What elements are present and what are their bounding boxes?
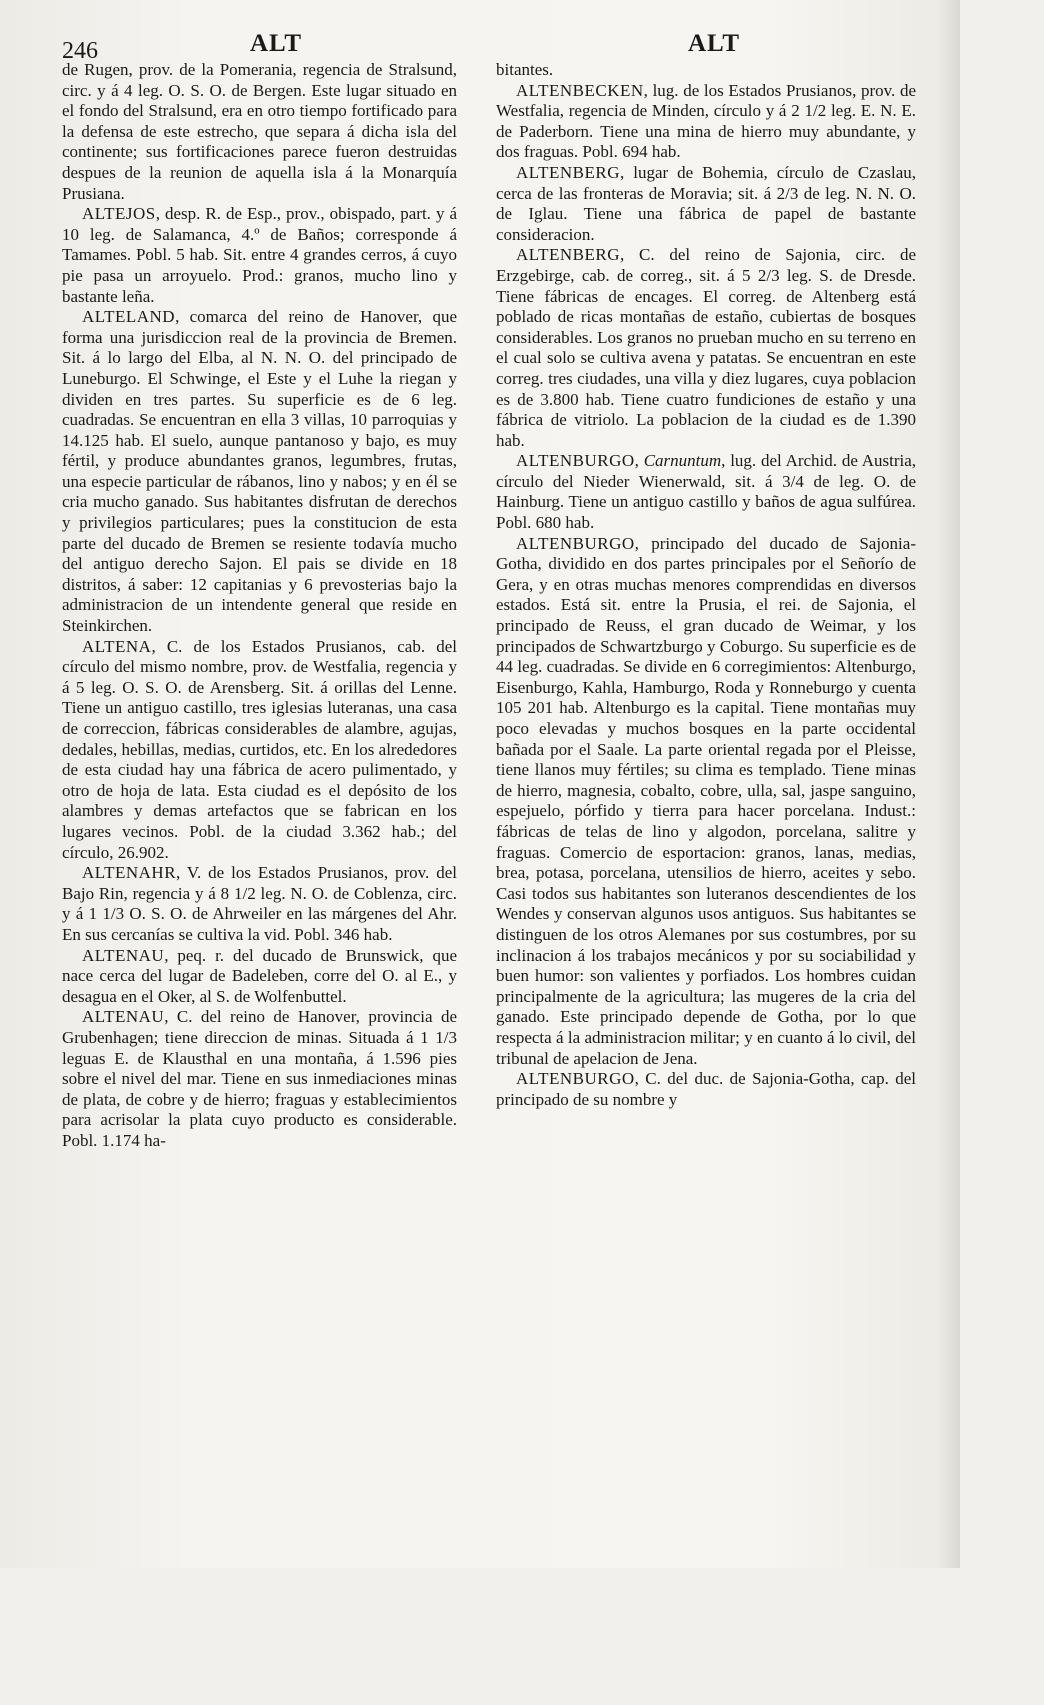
entry-text: , principado del ducado de Sajonia-Gotha, dividido en dos partes principales por el Señorío de Gera, y en otras muchas menores comprendidas en diversos estados. Está sit. entre la Prusia, el rei. de Sajonia, el principado de Reuss, el gran ducado de Weimar, y los principados de Schwartzburgo y Coburgo. Su superficie es de 44 leg. cuadradas. Se divide en 6 corregimientos: Altenburgo, Eisenburgo, Kahla, Hamburgo, Roda y Ronneburgo y cuenta 105 201 hab. Altenburgo es la capital. Tiene montañas muy poco elevadas y muchos bosques en la parte occidental bañada por el Saale. La parte oriental regada por el Pleisse, tiene llanos muy fértiles; su clima es templado. Tiene minas de hierro, magnesia, cobalto, cobre, ulla, sal, jaspe sanguino, espejuelo, pórfido y tierra para hacer porcelana. Indust.: fábricas de telas de lino y algodon, porcelana, salitre y fraguas. Comercio de esportacion: granos, lanas, medias, brea, potasa, porcelana, utensilios de hierro, aceites y sebo. Casi todos sus habitantes son luteranos descendientes de los Wendes y conservan algunos usos antiguos. Sus habitantes se distinguen de los otros Alemanes por sus costumbres, por su inclinacion á los trabajos mecánicos y por su sociabilidad y buen humor: son valientes y porfiados. Los hombres cuidan principalmente de la agricultura; las mugeres de la cria del ganado. Este principado depende de Gotha, por lo que respecta á la administracion militar; y en cuanto á lo civil, del tribunal de apelacion de Jena.: [496, 533, 916, 1068]
entry-headword: ALTENBURGO: [516, 1069, 635, 1089]
entry-headword: ALTENBERG: [516, 245, 620, 265]
dictionary-entry: [62, 946, 457, 1008]
dictionary-entry: [496, 451, 916, 533]
entry-text: , peq. r. del ducado de Brunswick, que nace cerca del lugar de Badeleben, corre del O. al E., y desagua en el Oker, al S. de Wolfenbuttel.: [62, 945, 457, 1006]
dictionary-entry: [62, 1007, 457, 1151]
entry-text: , desp. R. de Esp., prov., obispado, part. y á 10 leg. de Salamanca, 4.º de Baños; corresponde á Tamames. Pobl. 5 hab. Sit. entre 4 grandes cerros, á cuyo pie pasa un arroyuelo. Prod.: granos, mucho lino y bastante leña.: [62, 204, 457, 306]
entry-headword: ALTENBURGO: [516, 533, 635, 553]
entry-headword: ALTEJOS: [82, 204, 156, 224]
entry-text: , V. de los Estados Prusianos, prov. del Bajo Rin, regencia y á 8 1/2 leg. N. O. de Coblenza, circ. y á 1 1/3 O. S. O. de Ahrweiler en las márgenes del Ahr. En sus cercanías se cultiva la vid. Pobl. 346 hab.: [62, 863, 457, 944]
dictionary-entry: [496, 245, 916, 451]
entry-headword: ALTENA: [82, 636, 152, 656]
entry-headword: ALTENAHR: [82, 863, 177, 883]
entry-text: , C. del duc. de Sajonia-Gotha, cap. del principado de su nombre y: [496, 1069, 916, 1109]
entry-headword: ALTENAU: [82, 945, 165, 965]
entry-text: , C. del reino de Sajonia, circ. de Erzgebirge, cab. de correg., sit. á 5 2/3 leg. S. de Dresde. Tiene fábricas de encages. El correg. de Altenberg está poblado de ricas montañas de estaño, cubiertas de bosques considerables. Los granos no prueban mucho en su terreno en el cual solo se cultiva avena y patatas. Se encuentran en este correg. tres ciudades, una villa y diez lugares, cuya poblacion es de 3.800 hab. Tiene cuatro fundiciones de estaño y una fábrica de vitriolo. La poblacion de la ciudad es de 1.390 hab.: [496, 245, 916, 450]
page-edge-shadow: [938, 0, 960, 1568]
entry-headword: ALTELAND: [82, 307, 176, 327]
entry-text: , lugar de Bohemia, círculo de Czaslau, cerca de las fronteras de Moravia; sit. á 2/3 de leg. N. N. O. de Iglau. Tiene una fábrica de papel de bastante consideracion.: [496, 162, 916, 244]
dictionary-entry: [496, 81, 916, 163]
entry-headword: ALTENAU: [82, 1007, 165, 1027]
dictionary-entry: [496, 534, 916, 1069]
running-head-right: ALT: [688, 30, 741, 57]
dictionary-entry: [62, 60, 457, 204]
dictionary-entry: [496, 60, 916, 81]
entry-text: , lug. del Archid. de Austria, círculo del Nieder Wienerwald, sit. á 3/4 de leg. O. de Hainburg. Tiene un antiguo castillo y baños de agua sulfúrea. Pobl. 680 hab.: [496, 451, 916, 533]
entry-text: , comarca del reino de Hanover, que forma una jurisdiccion real de la provincia de Bremen. Sit. á lo largo del Elba, al N. N. O. del principado de Luneburgo. El Schwinge, el Este y el Luhe la riegan y dividen en tres partes. Su superficie es de 6 leg. cuadradas. Se encuentran en ella 3 villas, 10 parroquias y 14.125 hab. El suelo, aunque pantanoso y bajo, es muy fértil, y produce abundantes granos, legumbres, frutas, una especie particular de rábanos, lino y nabos; y en él se cria mucho ganado. Sus habitantes disfrutan de derechos y privilegios particulares; pues la constitucion de esta parte del ducado de Bremen se resiente todavía mucho del antiguo derecho Sajon. El pais se divide en 18 distritos, á saber: 12 capitanias y 6 prevosterias bajo la administracion de un intendente general que reside en Steinkirchen.: [62, 307, 457, 636]
entry-text: , C. de los Estados Prusianos, cab. del círculo del mismo nombre, prov. de Westfalia, regencia y á 5 leg. O. S. O. de Arensberg. Sit. á orillas del Lenne. Tiene un antiguo castillo, tres iglesias luteranas, una casa de correccion, fábricas considerables de alambre, agujas, dedales, hebillas, medias, curtidos, etc. En los alrededores de esta ciudad hay una fábrica de acero pulimentado, y otro de hoja de lata. Esta ciudad es el depósito de los alambres y demas artefactos que se fabrican en los lugares vecinos. Pobl. de la ciudad 3.362 hab.; del círculo, 26.902.: [62, 636, 457, 862]
entry-text: bitantes.: [496, 60, 554, 79]
dictionary-entry: [496, 163, 916, 245]
entry-text: , C. del reino de Hanover, provincia de Grubenhagen; tiene direccion de minas. Situada á 1 1/3 leguas E. de Klausthal en una montaña, á 1.596 pies sobre el nivel del mar. Tiene en sus inmediaciones minas de plata, de cobre y de hierro; fraguas y establecimientos para acrisolar la plata cuyo producto es considerable. Pobl. 1.174 ha-: [62, 1007, 457, 1150]
entry-headword: ALTENBECKEN: [516, 80, 644, 100]
running-head-left: ALT: [250, 30, 303, 57]
entry-text: de Rugen, prov. de la Pomerania, regencia de Stralsund, circ. y á 4 leg. O. S. O. de Bergen. Este lugar situado en el fondo del Stralsund, era en otro tiempo fortificado para la defensa de este estrecho, que separa á dicha isla del continente; sus fortificaciones parece fueron destruidas despues de la reunion de aquella isla á la Monarquía Prusiana.: [62, 60, 457, 203]
entry-latin-name: Carnuntum: [643, 451, 722, 471]
entry-headword: ALTENBURGO: [516, 451, 635, 471]
dictionary-entry: [62, 307, 457, 637]
entry-text: ,: [634, 451, 644, 471]
left-column: [62, 60, 457, 1560]
dictionary-entry: [62, 863, 457, 945]
page-number: 246: [62, 38, 98, 64]
entry-headword: ALTENBERG: [516, 162, 620, 182]
right-column: [496, 60, 916, 1560]
dictionary-entry: [496, 1069, 916, 1110]
dictionary-entry: [62, 637, 457, 864]
dictionary-entry: [62, 204, 457, 307]
entry-text: , lug. de los Estados Prusianos, prov. de Westfalia, regencia de Minden, círculo y á 2 1/2 leg. E. N. E. de Paderborn. Tiene una mina de hierro muy abundante, y dos fraguas. Pobl. 694 hab.: [496, 80, 916, 162]
